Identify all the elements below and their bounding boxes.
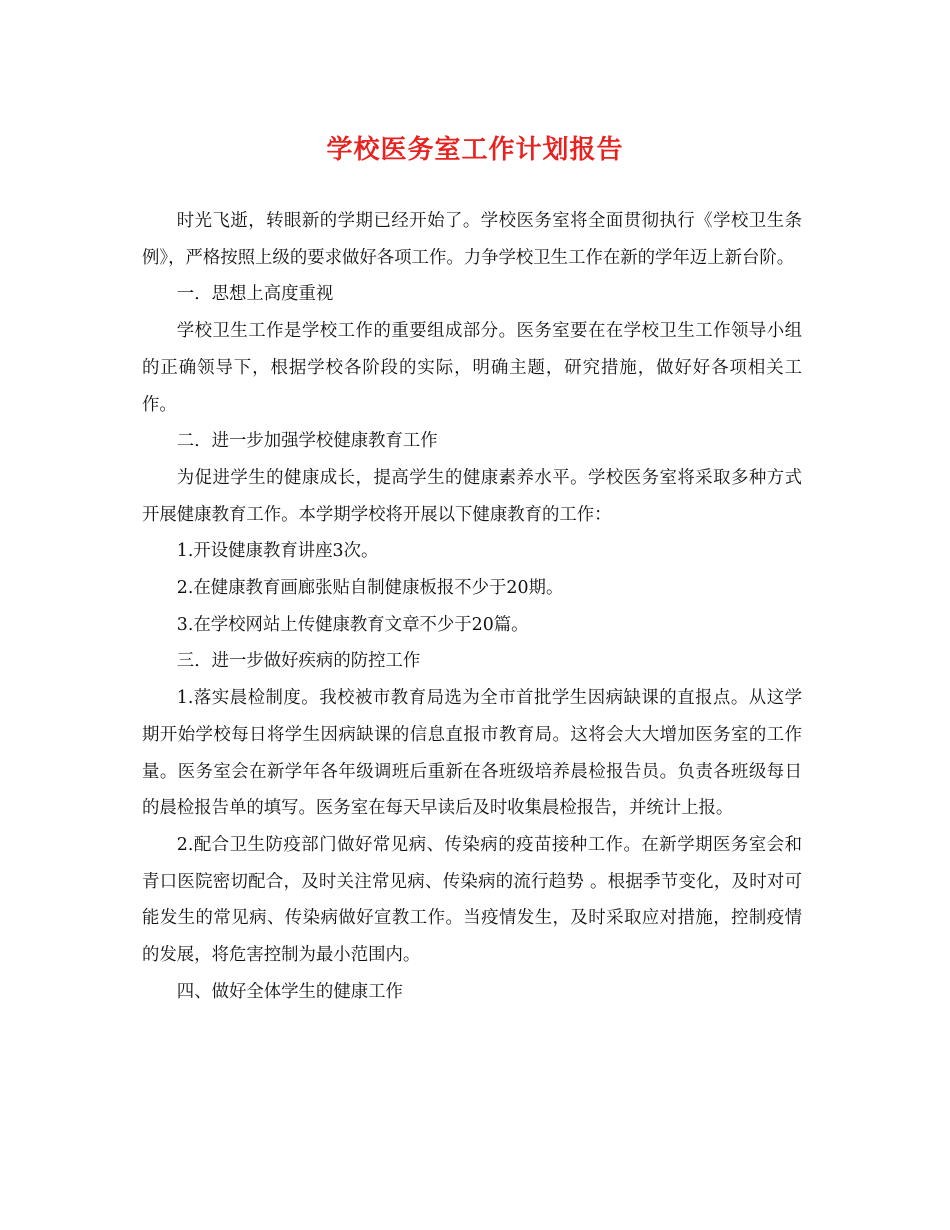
- section-heading-4: 四、做好全体学生的健康工作: [176, 981, 403, 1002]
- section-heading-3: 三．进一步做好疾病的防控工作: [176, 651, 421, 672]
- section-heading-2: 二．进一步加强学校健康教育工作: [176, 431, 438, 452]
- document-body: [142, 203, 802, 1010]
- paragraph: 2.配合卫生防疫部门做好常见病、传染病的疫苗接种工作。在新学期医务室会和青口医院密切配合，及时关注常见病、传染病的流行趋势 。根据季节变化，及时对可能发生的常见病、传染病做好宣教工作。当疫情发生，及时采取应对措施，控制疫情的发展，将危害控制为最小范围内。: [142, 834, 802, 966]
- paragraph: 学校卫生工作是学校工作的重要组成部分。医务室要在在学校卫生工作领导小组的正确领导下，根据学校各阶段的实际，明确主题，研究措施，做好好各项相关工作。: [142, 321, 802, 415]
- document-title: 学校医务室工作计划报告: [326, 135, 624, 165]
- paragraph: 1.落实晨检制度。我校被市教育局选为全市首批学生因病缺课的直报点。从这学期开始学校每日将学生因病缺课的信息直报市教育局。这将会大大增加医务室的工作量。医务室会在新学年各年级调班后重新在各班级培养晨检报告员。负责各班级每日的晨检报告单的填写。医务室在每天早读后及时收集晨检报告，并统计上报。: [142, 688, 802, 819]
- list-item: 2.在健康教育画廊张贴自制健康板报不少于20期。: [176, 578, 564, 599]
- section-heading-1: 一．思想上高度重视: [176, 284, 334, 305]
- list-item: 3.在学校网站上传健康教育文章不少于20篇。: [176, 614, 529, 635]
- paragraph-intro: 时光飞逝，转眼新的学期已经开始了。学校医务室将全面贯彻执行《学校卫生条例》，严格按照上级的要求做好各项工作。力争学校卫生工作在新的学年迈上新台阶。: [142, 211, 802, 268]
- paragraph: 为促进学生的健康成长，提高学生的健康素养水平。学校医务室将采取多种方式开展健康教育工作。本学期学校将开展以下健康教育的工作：: [142, 467, 802, 525]
- list-item: 1.开设健康教育讲座3次。: [176, 541, 379, 562]
